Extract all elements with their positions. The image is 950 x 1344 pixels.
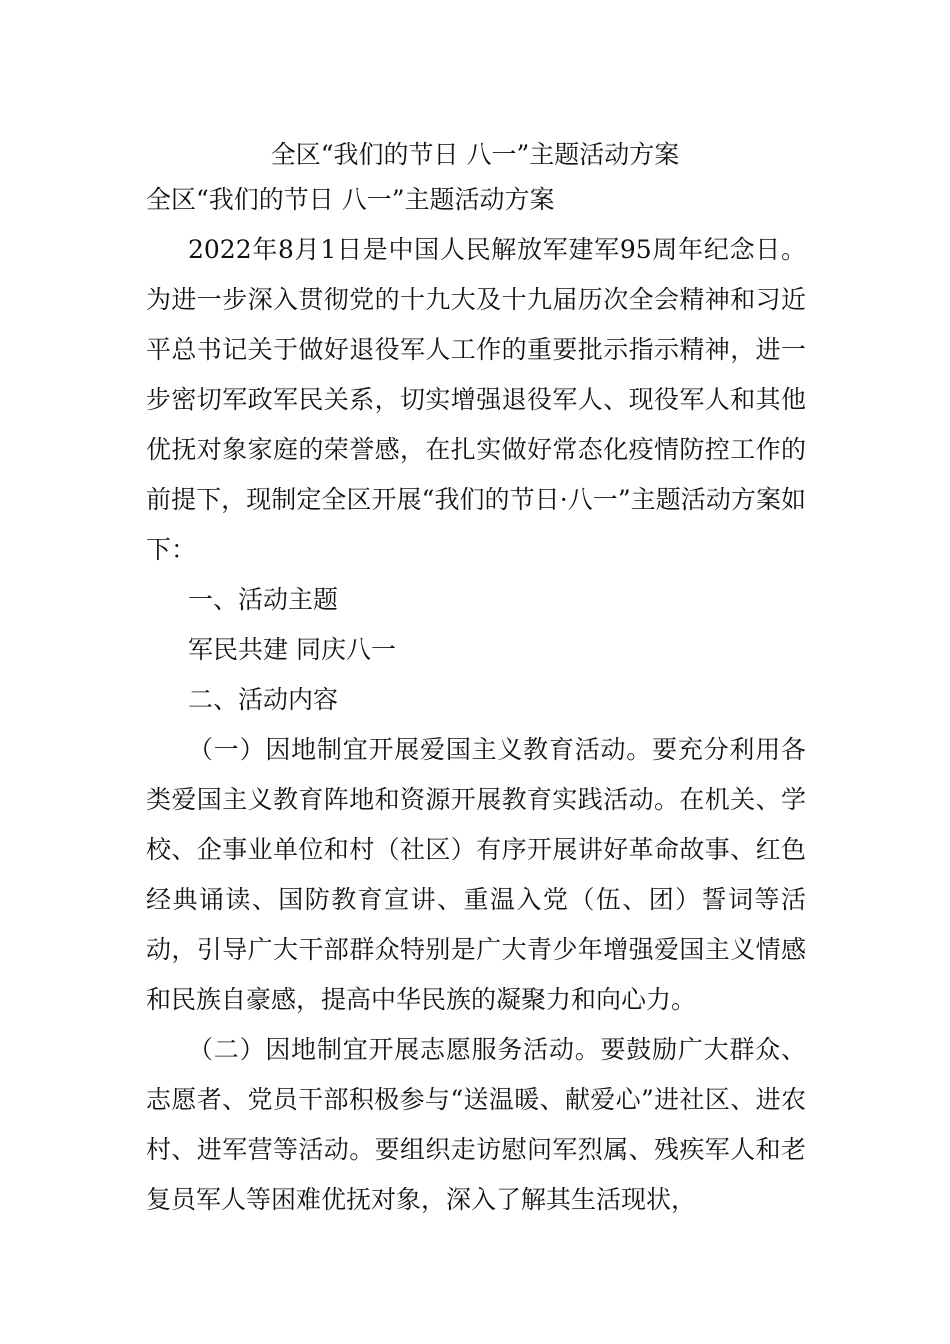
section-heading-content: 二、活动内容	[188, 685, 339, 714]
document-body	[146, 175, 806, 1225]
theme-text: 军民共建 同庆八一	[188, 635, 396, 664]
document-title: 全区“我们的节日 八一”主题活动方案	[270, 140, 680, 169]
paragraph-volunteer-service: （二）因地制宜开展志愿服务活动。要鼓励广大群众、志愿者、党员干部积极参与“送温暖、献爱心”进社区、进农村、进军营等活动。要组织走访慰问军烈属、残疾军人和老复员军人等困难优抚对象，深入了解其生活现状，	[146, 1035, 806, 1214]
paragraph-intro: 2022年8月1日是中国人民解放军建军95周年纪念日。为进一步深入贯彻党的十九大及十九届历次全会精神和习近平总书记关于做好退役军人工作的重要批示指示精神，进一步密切军政军民关系，切实增强退役军人、现役军人和其他优抚对象家庭的荣誉感，在扎实做好常态化疫情防控工作的前提下，现制定全区开展“我们的节日·八一”主题活动方案如下：	[146, 235, 806, 564]
section-heading-theme: 一、活动主题	[188, 585, 339, 614]
document-subtitle: 全区“我们的节日 八一”主题活动方案	[146, 185, 555, 214]
paragraph-patriotic-education: （一）因地制宜开展爱国主义教育活动。要充分利用各类爱国主义教育阵地和资源开展教育实践活动。在机关、学校、企事业单位和村（社区）有序开展讲好革命故事、红色经典诵读、国防教育宣讲、重温入党（伍、团）誓词等活动，引导广大干部群众特别是广大青少年增强爱国主义情感和民族自豪感，提高中华民族的凝聚力和向心力。	[146, 735, 806, 1014]
